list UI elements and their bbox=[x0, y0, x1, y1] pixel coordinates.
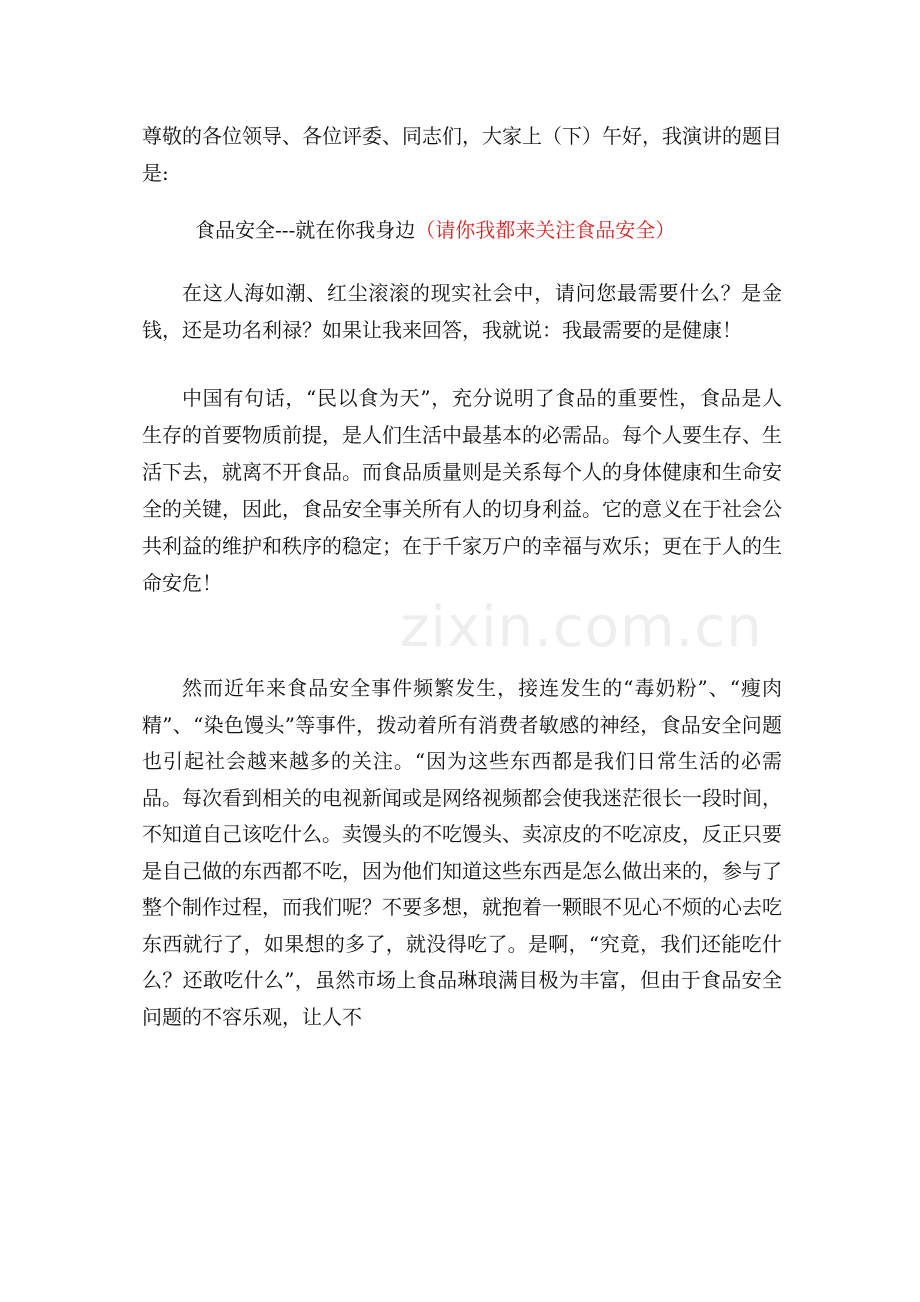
body-paragraph-3: 然而近年来食品安全事件频繁发生，接连发生的“毒奶粉”、“瘦肉精”、“染色馒头”等事件，拨动着所有消费者敏感的神经，食品安全问题也引起社会越来越多的关注。“因为这些东西都是我们日常生活的必需品。每次看到相关的电视新闻或是网络视频都会使我迷茫很长一段时间，不知道自己该吃什么。卖馒头的不吃馒头、卖凉皮的不吃凉皮，反正只要是自己做的东西都不吃，因为他们知道这些东西是怎么做出来的，参与了整个制作过程，而我们呢？不要多想，就抱着一颗眼不见心不烦的心去吃东西就行了，如果想的多了，就没得吃了。是啊，“究竟，我们还能吃什么？还敢吃什么”，虽然市场上食品琳琅满目极为丰富，但由于食品安全问题的不容乐观，让人不 bbox=[142, 676, 782, 1029]
body-paragraph-1: 在这人海如潮、红尘滚滚的现实社会中，请问您最需要什么？是金钱，还是功名利禄？如果让我来回答，我就说：我最需要的是健康！ bbox=[142, 281, 782, 342]
title-main: 食品安全---就在你我身边 bbox=[195, 218, 416, 242]
title-subtitle: （请你我都来关注食品安全） bbox=[415, 218, 676, 242]
watermark-text: zixin.com.cn bbox=[400, 595, 763, 660]
body-paragraph-2: 中国有句话，“民以食为天”，充分说明了食品的重要性，食品是人生存的首要物质前提，是人们生活中最基本的必需品。每个人要生存、生活下去，就离不开食品。而食品质量则是关系每个人的身体健康和生命安全的关键，因此，食品安全事关所有人的切身利益。它的意义在于社会公共利益的维护和秩序的稳定；在于千家万户的幸福与欢乐；更在于人的生命安危！ bbox=[142, 386, 782, 595]
speech-title bbox=[195, 212, 795, 249]
greeting-paragraph: 尊敬的各位领导、各位评委、同志们，大家上（下）午好，我演讲的题目是: bbox=[142, 124, 782, 185]
